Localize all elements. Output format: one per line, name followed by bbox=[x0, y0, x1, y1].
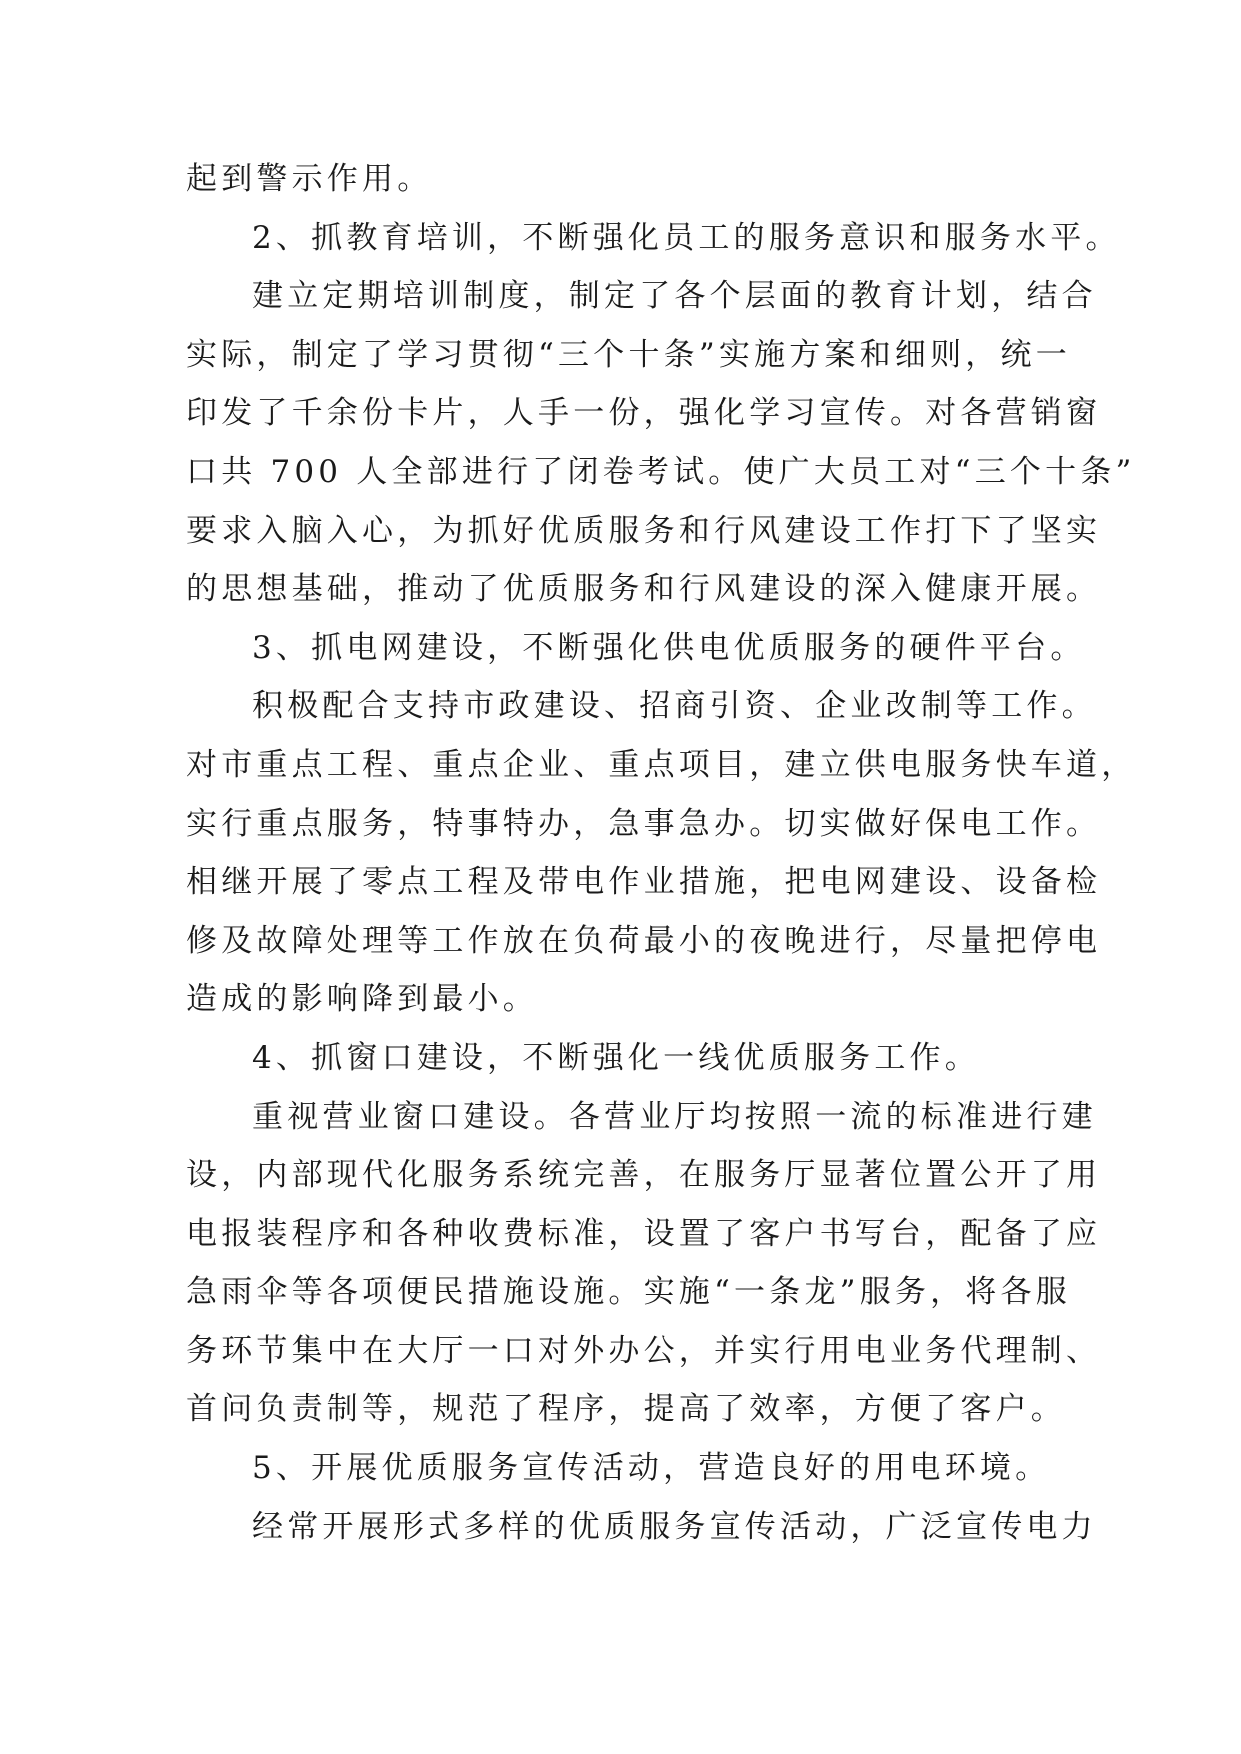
text-line: 急雨伞等各项便民措施设施。实施“一条龙”服务，将各服 bbox=[186, 1274, 1071, 1311]
text-line: 电报装程序和各种收费标准，设置了客户书写台，配备了应 bbox=[186, 1215, 1102, 1252]
text-line: 5、开展优质服务宣传活动，营造良好的用电环境。 bbox=[252, 1450, 1051, 1487]
text-line: 相继开展了零点工程及带电作业措施，把电网建设、设备检 bbox=[186, 864, 1102, 901]
body-text bbox=[186, 150, 1137, 1556]
text-line: 印发了千余份卡片，人手一份，强化学习宣传。对各营销窗 bbox=[186, 395, 1102, 432]
text-line: 实行重点服务，特事特办，急事急办。切实做好保电工作。 bbox=[186, 805, 1102, 842]
text-line: 造成的影响降到最小。 bbox=[186, 981, 538, 1018]
text-line: 建立定期培训制度，制定了各个层面的教育计划，结合 bbox=[252, 278, 1097, 315]
text-line: 经常开展形式多样的优质服务宣传活动，广泛宣传电力 bbox=[252, 1508, 1097, 1545]
text-line: 首问负责制等，规范了程序，提高了效率，方便了客户。 bbox=[186, 1391, 1066, 1428]
text-line: 起到警示作用。 bbox=[186, 161, 433, 197]
text-line: 积极配合支持市政建设、招商引资、企业改制等工作。 bbox=[252, 688, 1097, 725]
text-line: 务环节集中在大厅一口对外办公，并实行用电业务代理制、 bbox=[186, 1332, 1102, 1369]
text-line: 重视营业窗口建设。各营业厅均按照一流的标准进行建 bbox=[252, 1098, 1097, 1135]
text-line: 修及故障处理等工作放在负荷最小的夜晚进行，尽量把停电 bbox=[186, 922, 1102, 959]
text-line: 4、抓窗口建设，不断强化一线优质服务工作。 bbox=[252, 1039, 980, 1076]
text-line: 3、抓电网建设，不断强化供电优质服务的硬件平台。 bbox=[252, 629, 1086, 666]
text-line: 对市重点工程、重点企业、重点项目，建立供电服务快车道， bbox=[186, 746, 1137, 783]
text-line: 要求入脑入心，为抓好优质服务和行风建设工作打下了坚实 bbox=[186, 512, 1102, 549]
text-line: 实际，制定了学习贯彻“三个十条”实施方案和细则，统一 bbox=[186, 336, 1071, 373]
text-line: 设，内部现代化服务系统完善，在服务厅显著位置公开了用 bbox=[186, 1157, 1102, 1194]
text-line: 的思想基础，推动了优质服务和行风建设的深入健康开展。 bbox=[186, 571, 1102, 608]
text-line: 2、抓教育培训，不断强化员工的服务意识和服务水平。 bbox=[252, 219, 1121, 256]
text-line: 口共 700 人全部进行了闭卷考试。使广大员工对“三个十条” bbox=[186, 453, 1136, 490]
